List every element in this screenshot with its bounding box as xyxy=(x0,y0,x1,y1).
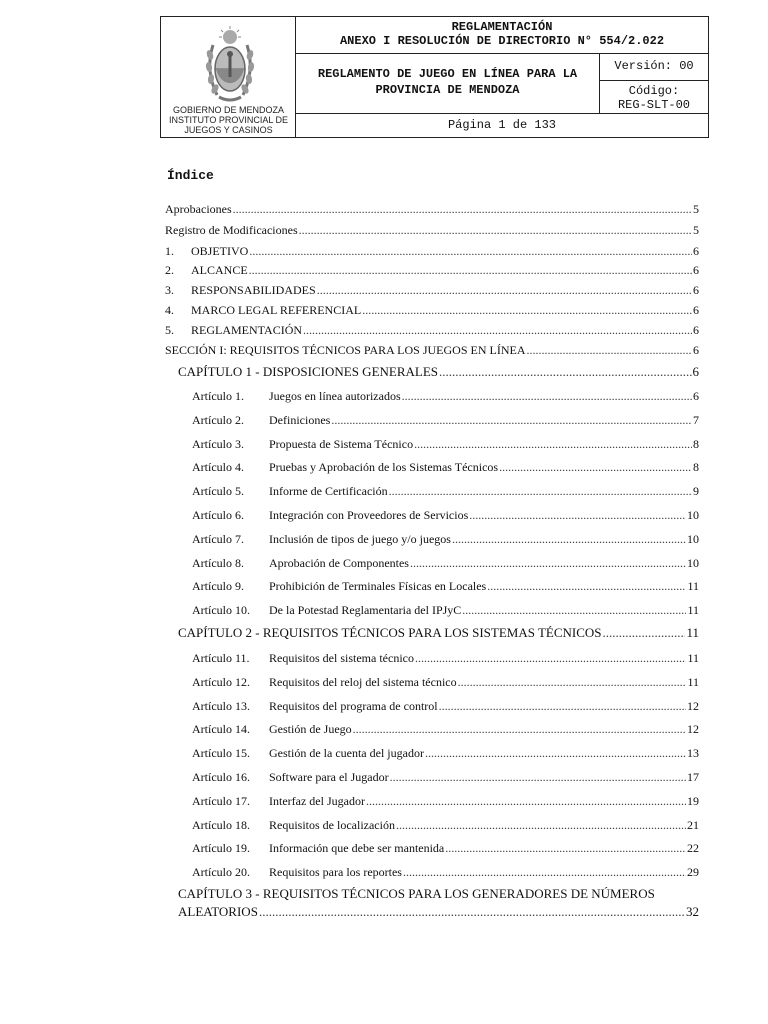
toc-dot-leader xyxy=(439,699,686,714)
toc-page-number: 5 xyxy=(693,202,699,216)
toc-entry-number: Artículo 11. xyxy=(192,651,250,665)
toc-dot-leader xyxy=(249,263,692,278)
toc-entry-title: Requisitos de localización xyxy=(269,817,395,832)
toc-article-entry[interactable] xyxy=(192,841,699,856)
toc-entry-title: CAPÍTULO 2 - REQUISITOS TÉCNICOS PARA LOS SISTEMAS TÉCNICOS xyxy=(178,625,602,640)
toc-entry-title: REGLAMENTACIÓN xyxy=(191,323,303,337)
toc-entry[interactable] xyxy=(165,343,699,358)
doc-name-line2: PROVINCIA DE MENDOZA xyxy=(375,83,520,97)
toc-page-number: 9 xyxy=(693,484,699,499)
toc-entry-title: Información que debe ser mantenida xyxy=(269,841,445,856)
toc-article-entry[interactable] xyxy=(192,770,699,785)
toc-dot-leader xyxy=(603,625,686,640)
toc-entry-number: Artículo 5. xyxy=(192,484,244,499)
toc-dot-leader xyxy=(469,508,686,523)
toc-dot-leader xyxy=(425,746,686,761)
toc-page-number: 8 xyxy=(693,460,699,475)
toc-page-number: 12 xyxy=(687,698,699,713)
toc-entry-title: De la Potestad Reglamentaria del IPJyC xyxy=(269,603,462,618)
version-cell xyxy=(600,54,708,81)
toc-article-entry[interactable] xyxy=(192,532,699,547)
toc-entry-title: SECCIÓN I: REQUISITOS TÉCNICOS PARA LOS JUEGOS EN LÍNEA xyxy=(165,343,526,357)
toc-entry-number: Artículo 2. xyxy=(192,412,244,427)
org-line-2: INSTITUTO PROVINCIAL DE xyxy=(168,115,289,125)
toc-dot-leader xyxy=(259,903,685,921)
toc-dot-leader xyxy=(402,389,692,404)
toc-page-number: 10 xyxy=(687,555,699,570)
toc-page-number: 19 xyxy=(687,793,699,808)
toc-entry-title: Requisitos del sistema técnico xyxy=(269,651,414,665)
code-label: Código: xyxy=(628,84,680,98)
toc-entry[interactable] xyxy=(165,202,699,217)
toc-page-number: 17 xyxy=(687,770,699,784)
toc-dot-leader xyxy=(462,603,686,618)
toc-article-entry[interactable] xyxy=(192,437,699,452)
toc-dot-leader xyxy=(410,556,686,571)
toc-dot-leader xyxy=(439,364,691,379)
toc-page-number: 32 xyxy=(686,904,699,919)
toc-entry-title: Inclusión de tipos de juego y/o juegos xyxy=(269,531,451,546)
toc-entry[interactable] xyxy=(165,323,699,338)
toc-dot-leader xyxy=(317,283,692,298)
toc-page-number: 12 xyxy=(687,722,699,737)
toc-chapter-entry[interactable] xyxy=(178,364,699,379)
toc-dot-leader xyxy=(452,532,686,547)
toc-entry-number: 3. xyxy=(165,283,174,297)
toc-dot-leader xyxy=(353,722,686,737)
toc-dot-leader xyxy=(362,303,692,318)
toc-entry-title: Requisitos del programa de control xyxy=(269,698,438,713)
toc-entry-title: Propuesta de Sistema Técnico xyxy=(269,436,414,451)
toc-page-number: 6 xyxy=(693,303,699,317)
page-number: Página 1 de 133 xyxy=(447,118,557,132)
code-cell xyxy=(600,81,708,114)
code-value: REG-SLT-00 xyxy=(617,98,690,112)
toc-entry-title: Registro de Modificaciones xyxy=(165,223,298,237)
toc-entry-number: Artículo 4. xyxy=(192,460,244,475)
toc-page-number: 11 xyxy=(687,674,699,689)
toc-dot-leader xyxy=(396,818,686,833)
toc-entry-title: Software para el Jugador xyxy=(269,770,389,784)
toc-page-number: 10 xyxy=(687,508,699,522)
toc-entry-number: Artículo 18. xyxy=(192,817,250,832)
toc-entry-number: Artículo 6. xyxy=(192,508,244,522)
toc-dot-leader xyxy=(299,223,692,238)
version-label: Versión: 00 xyxy=(614,59,694,73)
title-cell xyxy=(296,17,708,54)
document-header xyxy=(160,16,709,138)
toc-entry-number: Artículo 16. xyxy=(192,770,250,784)
toc-dot-leader xyxy=(366,794,686,809)
toc-article-entry[interactable] xyxy=(192,746,699,761)
header-title-line1: REGLAMENTACIÓN xyxy=(451,20,553,34)
toc-page-number: 6 xyxy=(693,389,699,403)
toc-article-entry[interactable] xyxy=(192,484,699,499)
toc-page-number: 11 xyxy=(686,625,699,640)
toc-entry-number: Artículo 12. xyxy=(192,674,250,689)
toc-entry[interactable] xyxy=(165,283,699,298)
toc-entry-number: Artículo 8. xyxy=(192,555,244,570)
toc-article-entry[interactable] xyxy=(192,794,699,809)
toc-dot-leader xyxy=(249,244,692,259)
toc-page-number: 6 xyxy=(693,343,699,357)
toc-dot-leader xyxy=(415,651,686,666)
toc-entry-title: Requisitos del reloj del sistema técnico xyxy=(269,674,457,689)
toc-entry-title-line2: ALEATORIOS xyxy=(178,904,258,919)
toc-dot-leader xyxy=(331,413,692,428)
toc-article-entry[interactable] xyxy=(192,722,699,737)
toc-article-entry[interactable] xyxy=(192,699,699,714)
toc-page-number: 7 xyxy=(693,412,699,427)
toc-page-number: 5 xyxy=(693,223,699,237)
toc-entry-number: Artículo 15. xyxy=(192,746,250,761)
toc-page-number: 8 xyxy=(693,436,699,451)
toc-entry-title: RESPONSABILIDADES xyxy=(191,283,316,297)
toc-dot-leader xyxy=(303,323,692,338)
toc-entry[interactable] xyxy=(165,303,699,318)
toc-entry-title: Prohibición de Terminales Físicas en Locales xyxy=(269,579,487,594)
toc-entry-number: 2. xyxy=(165,263,174,277)
toc-entry-title: Gestión de Juego xyxy=(269,722,352,737)
coat-of-arms-logo xyxy=(203,25,257,107)
toc-dot-leader xyxy=(526,343,692,358)
toc-entry-title: Informe de Certificación xyxy=(269,484,388,499)
toc-page-number: 11 xyxy=(687,651,699,665)
toc-entry[interactable] xyxy=(165,244,699,259)
toc-entry-number: Artículo 17. xyxy=(192,793,250,808)
toc-dot-leader xyxy=(414,437,692,452)
toc-entry-title: OBJETIVO xyxy=(191,244,249,258)
toc-dot-leader xyxy=(458,675,687,690)
toc-entry-number: 4. xyxy=(165,303,174,317)
logo-cell xyxy=(161,17,296,137)
toc-article-entry[interactable] xyxy=(192,603,699,618)
toc-page-number: 29 xyxy=(687,865,699,880)
toc-page-number: 13 xyxy=(687,746,699,761)
page-number-cell xyxy=(296,114,708,137)
organization-name xyxy=(161,105,296,135)
toc-entry-title: Definiciones xyxy=(269,412,331,427)
document-name-cell xyxy=(296,54,600,114)
toc-entry-title: Interfaz del Jugador xyxy=(269,793,365,808)
toc-dot-leader xyxy=(390,770,686,785)
toc-dot-leader xyxy=(389,484,692,499)
toc-entry-number: Artículo 14. xyxy=(192,722,250,737)
toc-entry-title: Pruebas y Aprobación de los Sistemas Técnicos xyxy=(269,460,499,475)
toc-page-number: 6 xyxy=(693,283,699,297)
toc-entry-title: Aprobaciones xyxy=(165,202,232,216)
toc-entry-number: 5. xyxy=(165,323,174,337)
toc-chapter-entry[interactable] xyxy=(178,625,699,640)
toc-entry-number: 1. xyxy=(165,244,174,258)
toc-entry[interactable] xyxy=(165,263,699,278)
toc-entry-title: MARCO LEGAL REFERENCIAL xyxy=(191,303,362,317)
toc-entry-title: CAPÍTULO 1 - DISPOSICIONES GENERALES xyxy=(178,364,439,379)
toc-article-entry[interactable] xyxy=(192,556,699,571)
toc-entry-title-line1: CAPÍTULO 3 - REQUISITOS TÉCNICOS PARA LOS GENERADORES DE NÚMEROS xyxy=(178,886,655,901)
toc-page-number: 10 xyxy=(687,531,699,546)
toc-article-entry[interactable] xyxy=(192,460,699,475)
toc-article-entry[interactable] xyxy=(192,865,699,880)
toc-article-entry[interactable] xyxy=(192,508,699,523)
org-line-3: JUEGOS Y CASINOS xyxy=(184,125,273,135)
toc-dot-leader xyxy=(499,460,692,475)
toc-page-number: 6 xyxy=(693,244,699,258)
toc-entry-number: Artículo 10. xyxy=(192,603,250,618)
toc-page-number: 6 xyxy=(692,364,699,379)
toc-entry[interactable] xyxy=(165,223,699,238)
header-title-line2: ANEXO I RESOLUCIÓN DE DIRECTORIO N° 554/2.022 xyxy=(339,34,665,48)
toc-dot-leader xyxy=(487,579,686,594)
toc-article-entry[interactable] xyxy=(192,818,699,833)
toc-article-entry[interactable] xyxy=(192,413,699,428)
toc-entry-number: Artículo 9. xyxy=(192,579,244,594)
toc-page-number: 11 xyxy=(687,579,699,594)
toc-entry-title: Requisitos para los reportes xyxy=(269,865,402,880)
toc-page-number: 11 xyxy=(687,603,699,618)
toc-entry-title: Juegos en línea autorizados xyxy=(269,389,401,403)
toc-entry-number: Artículo 19. xyxy=(192,841,250,856)
toc-dot-leader xyxy=(233,202,692,217)
doc-name-line1: REGLAMENTO DE JUEGO EN LÍNEA PARA LA xyxy=(317,67,578,81)
toc-entry-title: Gestión de la cuenta del jugador xyxy=(269,746,424,761)
index-title: Índice xyxy=(167,168,214,183)
toc-chapter-entry[interactable] xyxy=(178,885,699,921)
org-line-1: GOBIERNO DE MENDOZA xyxy=(172,105,284,115)
toc-article-entry[interactable] xyxy=(192,675,699,690)
toc-article-entry[interactable] xyxy=(192,651,699,666)
toc-page-number: 6 xyxy=(693,263,699,277)
toc-entry-title: Aprobación de Componentes xyxy=(269,555,409,570)
toc-page-number: 6 xyxy=(693,323,699,337)
toc-page-number: 21 xyxy=(687,817,699,832)
toc-entry-number: Artículo 13. xyxy=(192,698,250,713)
toc-page-number: 22 xyxy=(687,841,699,856)
toc-entry-title: Integración con Proveedores de Servicios xyxy=(269,508,469,522)
toc-entry-number: Artículo 3. xyxy=(192,436,244,451)
toc-entry-number: Artículo 7. xyxy=(192,531,244,546)
toc-dot-leader xyxy=(403,865,686,880)
toc-dot-leader xyxy=(445,841,686,856)
toc-article-entry[interactable] xyxy=(192,579,699,594)
toc-entry-number: Artículo 20. xyxy=(192,865,250,880)
toc-entry-title: ALCANCE xyxy=(191,263,248,277)
toc-article-entry[interactable] xyxy=(192,389,699,404)
toc-entry-number: Artículo 1. xyxy=(192,389,244,403)
